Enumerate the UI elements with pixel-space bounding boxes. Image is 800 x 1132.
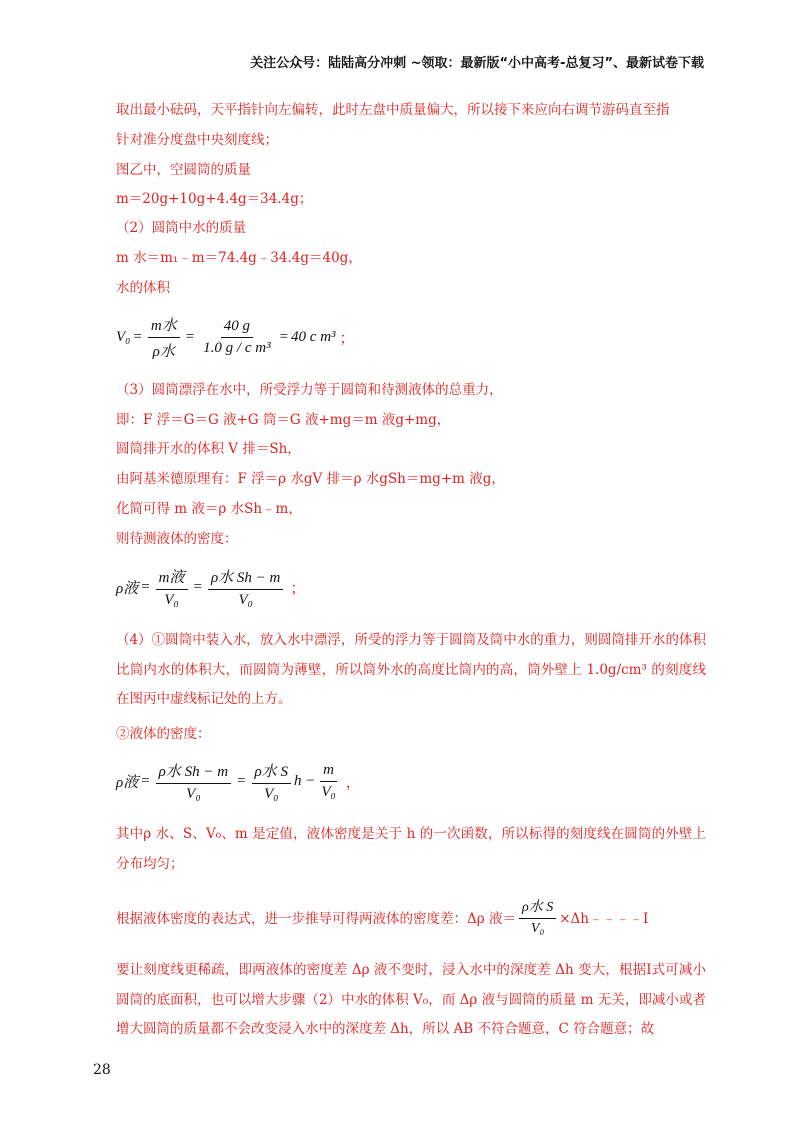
text-line: 则待测液体的密度： bbox=[116, 531, 238, 547]
text-line: 针对准分度盘中央刻度线； bbox=[116, 132, 278, 148]
formula-liquid-density: ρ液 = $\frac{\text{m液}}{\text{V₀}}$ = $\frac{\text{ρ水 Sh − m}}{\text{V₀}}$ ； bbox=[116, 566, 305, 609]
text-line: （3）圆筒漂浮在水中，所受浮力等于圆筒和待测液体的总重力， bbox=[116, 382, 503, 398]
formula-water-volume: V₀ = $\frac{\text{m水}}{\text{ρ水}}$ = $\frac{40 g}{\text{1.0 g / c m³}}$ = 40 c m³ ； bbox=[116, 314, 355, 361]
text-line: 由阿基米德原理有：F 浮＝ρ 水gV 排＝ρ 水gSh＝mg+m 液g， bbox=[116, 471, 505, 487]
density-difference-line: 根据液体密度的表达式，进一步推导可得两液体的密度差：Δρ 液＝ $\frac{\text{ρ水 S}}{\text{V₀}}$ ×Δh﹣﹣﹣﹣Ⅰ bbox=[116, 896, 648, 937]
fraction: $\frac{m}{\text{V₀}}$ bbox=[321, 762, 336, 800]
text-line: ②液体的密度： bbox=[116, 726, 211, 742]
formula-lhs: ρ液 bbox=[116, 775, 139, 791]
text-line: 取出最小砝码，天平指针向左偏转，此时左盘中质量偏大，所以接下来应向右调节游码直至指 bbox=[116, 102, 670, 118]
paragraph: 要让刻度线更稀疏，即两液体的密度差 Δρ 液不变时，浸入水中的深度差 Δh 变大，根据Ⅰ式可减小圆筒的底面积，也可以增大步骤（2）中水的体积 V₀，而 Δρ 液与圆筒的质量 m 无关，即减小或者增大圆筒的质量都不会改变浸入水中的深度差 Δh，所以 AB 不符合题意，C 符合题意；故 bbox=[116, 962, 706, 1037]
text-line: 圆筒排开水的体积 V 排＝Sh， bbox=[116, 441, 301, 457]
fraction: $\frac{\text{m液}}{\text{V₀}}$ bbox=[156, 566, 188, 609]
fraction: $\frac{\text{ρ水 S}}{\text{V₀}}$ bbox=[519, 896, 556, 937]
fraction: $\frac{\text{ρ水 S}}{\text{V₀}}$ bbox=[252, 760, 291, 803]
paragraph: （4）①圆筒中装入水，放入水中漂浮，所受的浮力等于圆筒及筒中水的重力，则圆筒排开水的体积比筒内水的体积大，而圆筒为薄壁，所以筒外水的高度比筒内的高，筒外壁上 1.0g/cm³ 的刻度线在图丙中虚线标记处的上方。 bbox=[116, 632, 706, 707]
text-line: 化简可得 m 液＝ρ 水Sh﹣m， bbox=[116, 501, 302, 517]
page-number: 28 bbox=[93, 1062, 111, 1078]
text-line: m＝20g+10g+4.4g＝34.4g； bbox=[116, 191, 313, 207]
formula-lhs: ρ液 bbox=[116, 581, 139, 597]
page-header: 关注公众号：陆陆高分冲刺 ~领取：最新版“小中高考-总复习”、最新试卷下载 bbox=[250, 56, 704, 71]
formula-lhs: V₀ bbox=[116, 329, 131, 345]
fraction: $\frac{\text{ρ水 Sh − m}}{\text{V₀}}$ bbox=[208, 566, 283, 609]
paragraph: 其中ρ 水、S、V₀、m 是定值，液体密度是关于 h 的一次函数，所以标得的刻度线在圆筒的外壁上分布均匀； bbox=[116, 826, 706, 872]
text-line: m 水＝m₁﹣m＝74.4g﹣34.4g＝40g， bbox=[116, 250, 362, 266]
text-line: 即：F 浮＝G＝G 液+G 筒＝G 液+mg＝m 液g+mg， bbox=[116, 412, 451, 428]
text-line: 图乙中，空圆筒的质量 bbox=[116, 162, 251, 178]
formula-rhs: 40 c m³ bbox=[291, 329, 336, 345]
fraction: $\frac{\text{m水}}{\text{ρ水}}$ bbox=[148, 314, 180, 361]
text-line: 水的体积 bbox=[116, 280, 170, 296]
fraction: $\frac{\text{ρ水 Sh − m}}{\text{V₀}}$ bbox=[156, 760, 231, 803]
formula-liquid-density-linear: ρ液 = $\frac{\text{ρ水 Sh − m}}{\text{V₀}}$ = $\frac{\text{ρ水 S}}{\text{V₀}}$ h − $\frac{m}{\text{V₀}}$ ， bbox=[116, 762, 361, 802]
text-line: （2）圆筒中水的质量 bbox=[116, 220, 247, 236]
fraction: $\frac{40 g}{\text{1.0 g / c m³}}$ bbox=[203, 318, 271, 356]
